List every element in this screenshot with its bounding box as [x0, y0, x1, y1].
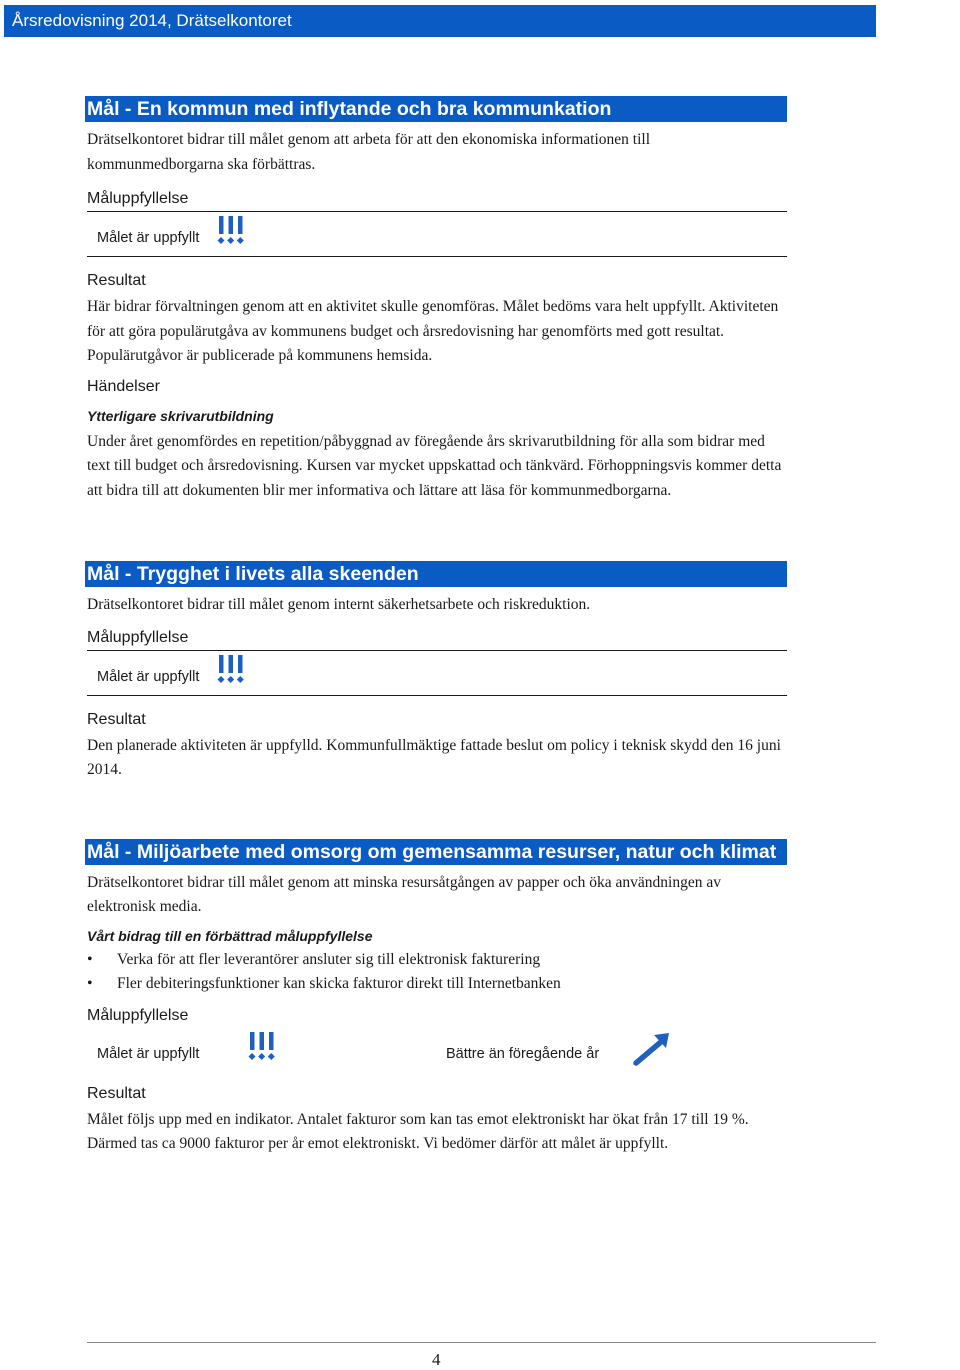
- result-heading: Resultat: [87, 1084, 146, 1102]
- exclamation-dots-icon: [214, 216, 248, 248]
- arrow-up-right-icon: [632, 1032, 672, 1066]
- goal-section-influence: [87, 96, 787, 503]
- event-title: Ytterligare skrivarutbildning: [87, 407, 274, 424]
- goal-intro: Drätselkontoret bidrar till målet genom internt säkerhetsarbete och riskreduktion.: [87, 596, 591, 613]
- goal-intro: Drätselkontoret bidrar till målet genom att arbeta för att den ekonomiska informationen till kommunmedborgarna ska förbättras.: [87, 131, 650, 173]
- goal-title: Mål - En kommun med inflytande och bra kommunkation: [85, 96, 787, 122]
- result-text: Här bidrar förvaltningen genom att en aktivitet skulle genomföras. Målet bedöms vara helt uppfyllt. Aktiviteten för att göra populärutgåva av kommunens budget och årsredovisning har genomförts med gott resultat. Populärutgåvor är publicerade på kommunens hemsida.: [87, 298, 779, 364]
- document-title: Årsredovisning 2014, Drätselkontoret: [12, 11, 292, 30]
- result-text: Målet följs upp med en indikator. Antalet fakturor som kan tas emot elektroniskt har ökat från 17 till 19 %. Därmed tas ca 9000 fakturor per år emot elektroniskt. Vi bedömer därför att målet är uppfyllt.: [87, 1110, 749, 1152]
- fulfillment-status-row: [87, 1028, 787, 1072]
- contribution-heading: Vårt bidrag till en förbättrad måluppfyllelse: [87, 927, 373, 944]
- result-heading: Resultat: [87, 272, 146, 289]
- page-content: [87, 96, 787, 1157]
- contribution-list: [87, 948, 787, 996]
- goal-section-environment: [87, 839, 787, 1157]
- fulfillment-status-row: [87, 651, 787, 696]
- event-text: Under året genomfördes en repetition/påbyggnad av föregående års skrivarutbildning för alla som bidrar med text till budget och årsredovisning. Kursen var mycket uppskattad och tänkvärd. Förhoppningsvis kommer detta att bidra till att dokumenten blir mer informativa och lättare att läsa för kommunmedborgarna.: [87, 432, 782, 499]
- fulfillment-heading: Måluppfyllelse: [87, 187, 787, 212]
- goal-title: Mål - Trygghet i livets alla skeenden: [85, 561, 787, 587]
- fulfillment-status: Målet är uppfyllt: [97, 1045, 200, 1062]
- page-header: [4, 5, 876, 37]
- result-heading: Resultat: [87, 710, 146, 728]
- fulfillment-status: Målet är uppfyllt: [97, 668, 200, 685]
- page-number: 4: [432, 1350, 441, 1369]
- exclamation-dots-icon: [245, 1032, 279, 1064]
- events-heading: Händelser: [87, 377, 160, 395]
- goal-section-safety: [87, 561, 787, 783]
- exclamation-dots-icon: [214, 655, 248, 687]
- list-item: • Verka för att fler leverantörer ansluter sig till elektronisk fakturering: [87, 948, 787, 972]
- trend-status: Bättre än föregående år: [446, 1045, 600, 1062]
- result-text: Den planerade aktiviteten är uppfylld. Kommunfullmäktige fattade beslut om policy i teknisk skydd den 16 juni 2014.: [87, 736, 781, 778]
- fulfillment-status: Målet är uppfyllt: [97, 230, 200, 246]
- fulfillment-heading: Måluppfyllelse: [87, 1006, 189, 1024]
- footer-divider: [87, 1342, 876, 1343]
- fulfillment-status-row: [87, 212, 787, 257]
- goal-intro: Drätselkontoret bidrar till målet genom att minska resursåtgången av papper och öka användningen av elektronisk media.: [87, 873, 722, 915]
- list-item: • Fler debiteringsfunktioner kan skicka fakturor direkt till Internetbanken: [87, 972, 787, 996]
- fulfillment-heading: Måluppfyllelse: [87, 626, 787, 651]
- goal-title: Mål - Miljöarbete med omsorg om gemensamma resurser, natur och klimat: [85, 839, 787, 865]
